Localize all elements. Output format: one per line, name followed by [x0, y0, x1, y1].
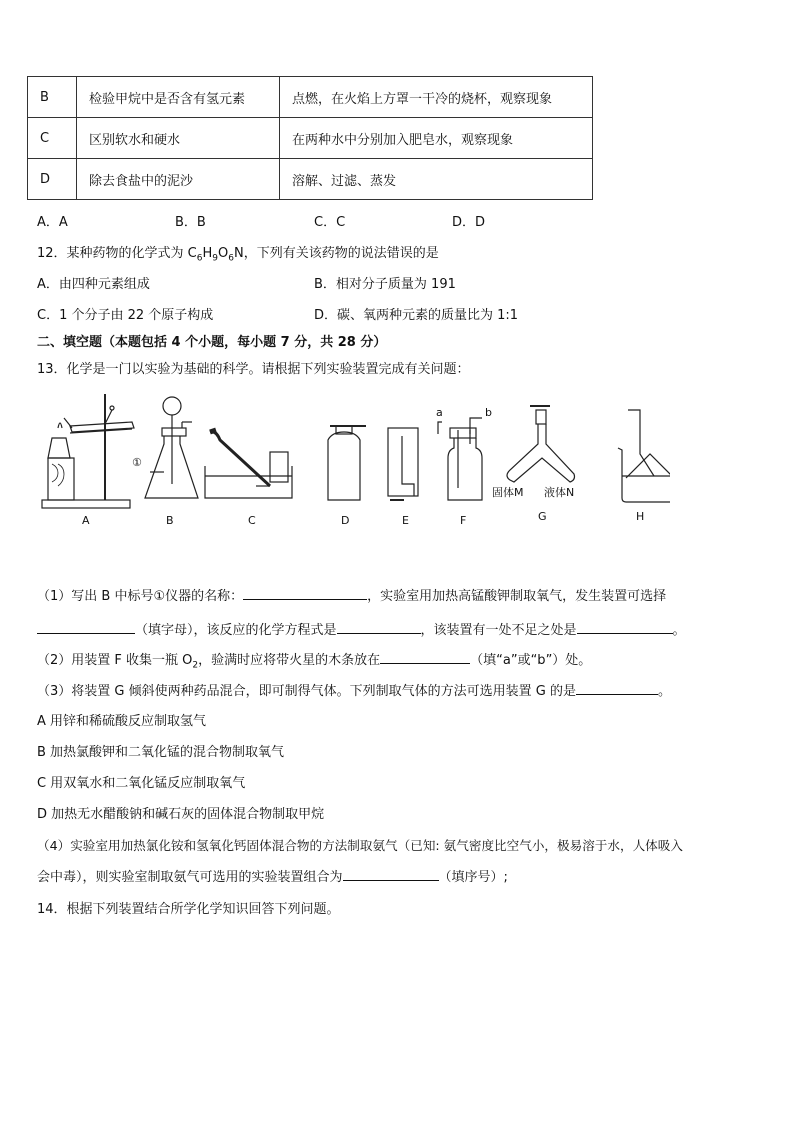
- answer-blank[interactable]: [37, 633, 135, 634]
- table-row: [28, 77, 593, 118]
- q12-option-a: A．由四种元素组成: [37, 277, 150, 292]
- table-cell: 在两种水中分别加入肥皂水，观察现象: [280, 118, 593, 159]
- label-a: A: [82, 514, 90, 527]
- table-cell: 溶解、过滤、蒸发: [280, 159, 593, 200]
- label-h: H: [636, 510, 645, 523]
- apparatus-b: [145, 397, 198, 498]
- q13-2: （2）用装置 F 收集一瓶 $O_2$，验满时应将带火星的木条放在 （填“a”或“b”）处。: [37, 653, 592, 671]
- label-g-m: 固体M: [492, 486, 524, 499]
- apparatus-e: [388, 428, 418, 500]
- label-f-b: b: [485, 406, 492, 419]
- answer-blank[interactable]: [337, 633, 421, 634]
- label-f-a: a: [436, 406, 443, 419]
- label-e: E: [402, 514, 409, 527]
- apparatus-d: [328, 426, 366, 500]
- apparatus-h: [618, 410, 670, 502]
- options-table: [27, 76, 593, 200]
- answer-blank[interactable]: [243, 599, 367, 600]
- q13-stem: 13．化学是一门以实验为基础的科学。请根据下列实验装置完成有关问题：: [37, 362, 470, 377]
- q14-stem: 14．根据下列装置结合所学化学知识回答下列问题。: [37, 902, 340, 917]
- q13-3-option-d: D 加热无水醋酸钠和碱石灰的固体混合物制取甲烷: [37, 807, 325, 822]
- table-cell: C: [28, 118, 77, 159]
- label-d: D: [341, 514, 350, 527]
- section-title: 二、填空题（本题包括 4 个小题，每小题 7 分，共 28 分）: [37, 335, 387, 350]
- label-g-n: 液体N: [544, 486, 575, 499]
- answer-blank[interactable]: [576, 694, 658, 695]
- table-row: [28, 118, 593, 159]
- q13-4-line2: 会中毒），则实验室制取氨气可选用的实验装置组合为 （填序号）;: [37, 870, 508, 885]
- answer-blank[interactable]: [380, 663, 470, 664]
- q12-stem: 12．某种药物的化学式为 $C_6H_9O_6N$，下列有关该药物的说法错误的是: [37, 246, 439, 264]
- q13-1-line2: （填字母），该反应的化学方程式是 ，该装置有一处不足之处是 。: [37, 619, 686, 638]
- apparatus-c: [205, 430, 292, 498]
- table-cell: D: [28, 159, 77, 200]
- table-cell: B: [28, 77, 77, 118]
- label-g: G: [538, 510, 547, 523]
- answer-blank[interactable]: [577, 633, 673, 634]
- apparatus-a: [42, 394, 134, 508]
- q12-option-c: C．1 个分子由 22 个原子构成: [37, 308, 214, 323]
- q13-3-option-c: C 用双氧水和二氧化锰反应制取氧气: [37, 776, 246, 791]
- table-cell: 检验甲烷中是否含有氢元素: [77, 77, 280, 118]
- apparatus-g: [507, 406, 575, 482]
- q11-option-d: D．D: [452, 215, 486, 230]
- q11-option-b: B．B: [175, 215, 206, 230]
- q13-4-line1: （4）实验室用加热氯化铵和氢氧化钙固体混合物的方法制取氨气（已知: 氨气密度比空气小，极易溶于水，人体吸入: [37, 838, 683, 853]
- table-row: [28, 159, 593, 200]
- q11-option-a: A．A: [37, 215, 68, 230]
- answer-blank[interactable]: [343, 880, 439, 881]
- table-cell: 区别软水和硬水: [77, 118, 280, 159]
- q12-option-b: B．相对分子质量为 191: [314, 277, 456, 292]
- table-cell: 点燃，在火焰上方罩一干冷的烧杯，观察现象: [280, 77, 593, 118]
- q13-3-stem: （3）将装置 G 倾斜使两种药品混合，即可制得气体。下列制取气体的方法可选用装置 G 的是 。: [37, 684, 671, 699]
- q13-3-option-a: A 用锌和稀硫酸反应制取氢气: [37, 714, 207, 729]
- lab-apparatus-figure: [30, 388, 670, 538]
- label-f: F: [460, 514, 467, 527]
- q13-1-line1: （1）写出 B 中标号①仪器的名称： ，实验室用加热高锰酸钾制取氧气，发生装置可选择: [37, 589, 667, 604]
- table-cell: 除去食盐中的泥沙: [77, 159, 280, 200]
- apparatus-f: [438, 418, 482, 500]
- q13-3-option-b: B 加热氯酸钾和二氧化锰的混合物制取氧气: [37, 745, 285, 760]
- q11-option-c: C．C: [314, 215, 346, 230]
- q12-option-d: D．碳、氧两种元素的质量比为 1:1: [314, 308, 519, 323]
- label-b-mark: ①: [132, 456, 142, 469]
- label-c: C: [248, 514, 256, 527]
- label-b: B: [166, 514, 174, 527]
